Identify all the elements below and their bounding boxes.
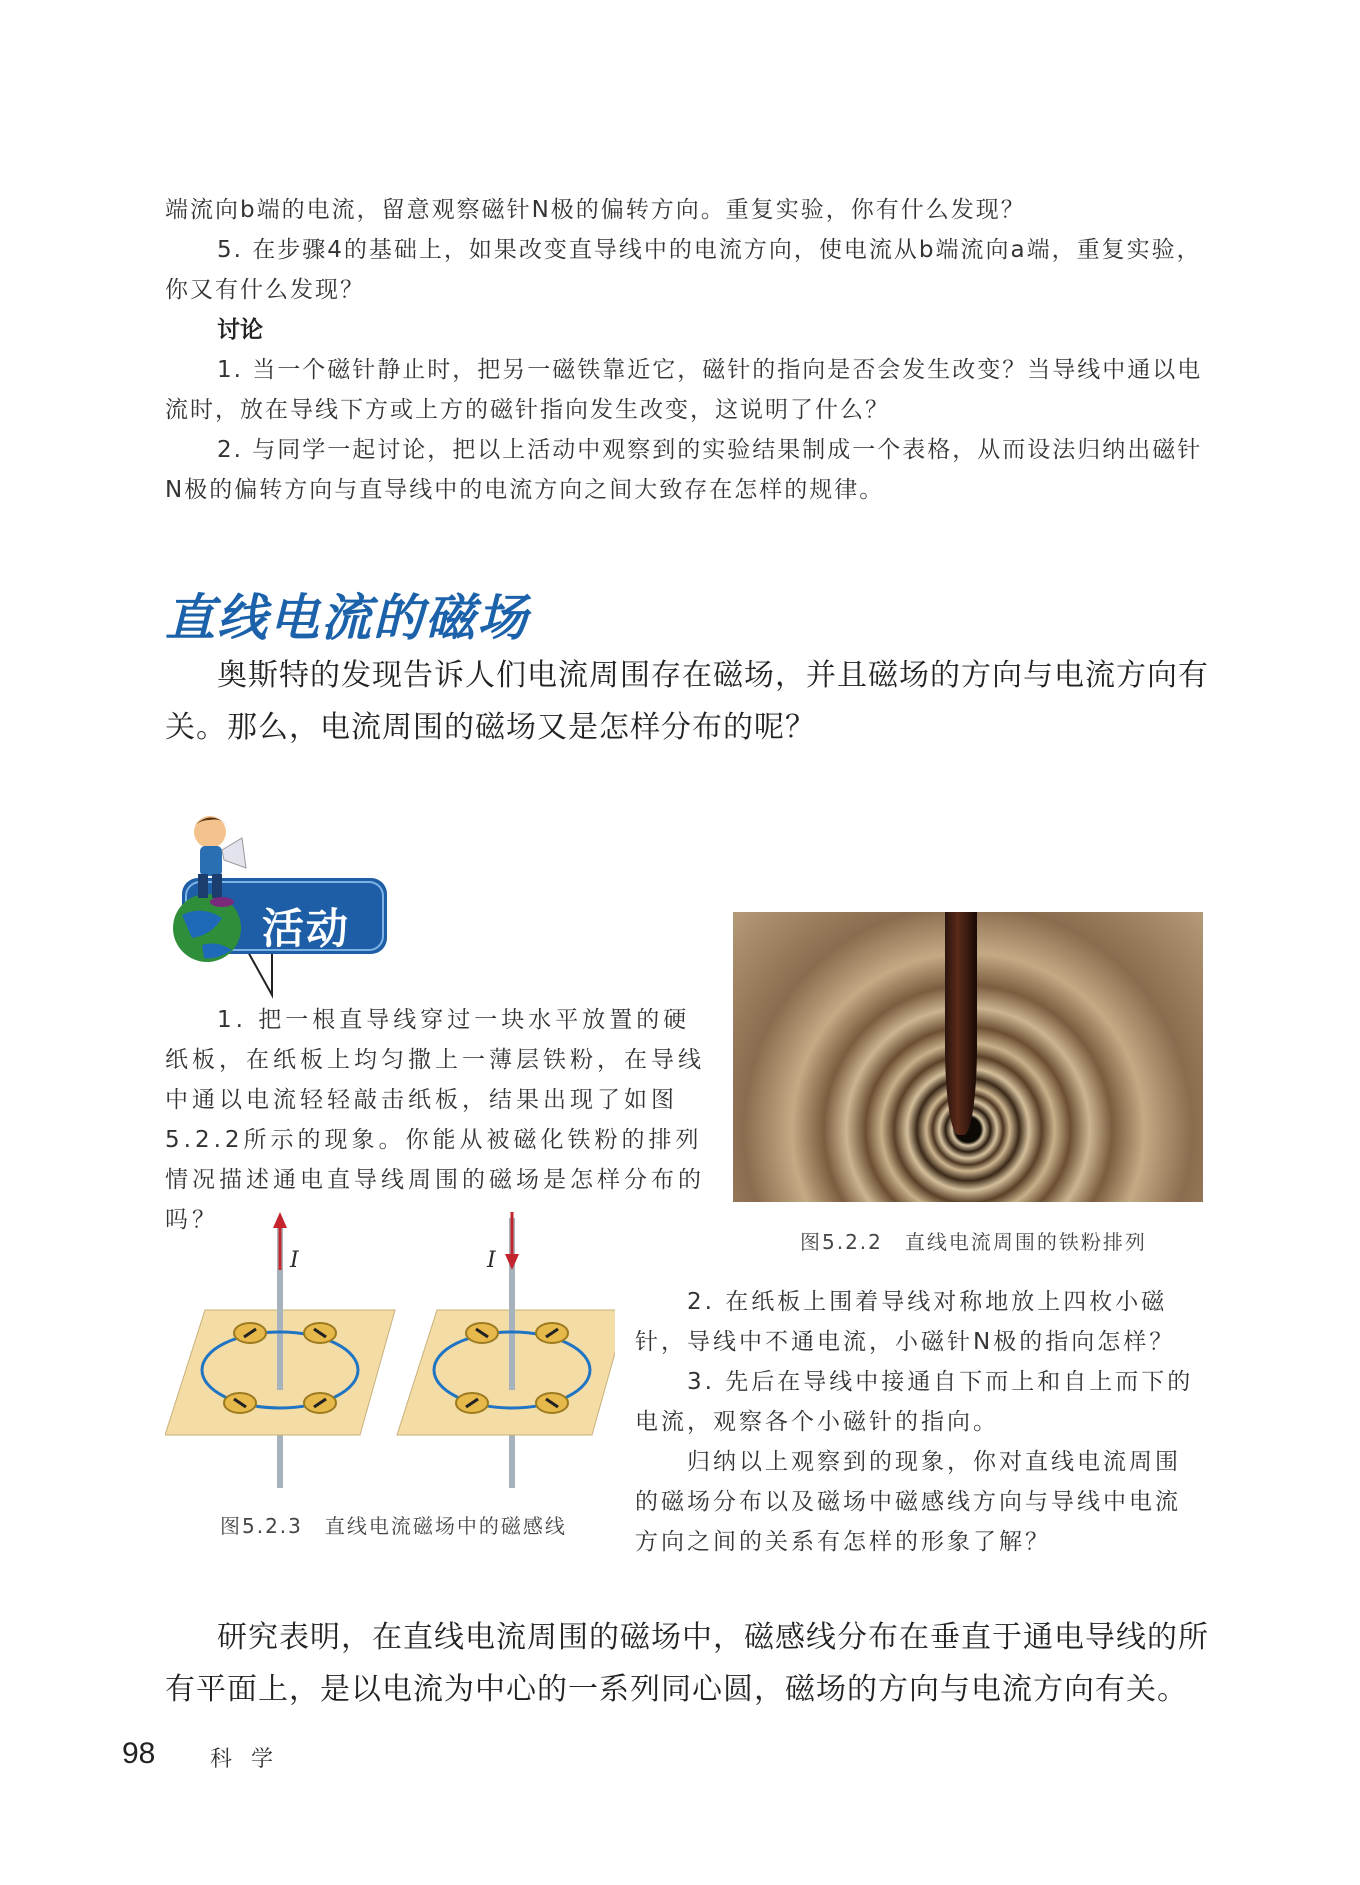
conclusion-block — [165, 1612, 1210, 1716]
paragraph-discuss-2: 2. 与同学一起讨论，把以上活动中观察到的实验结果制成一个表格，从而设法归纳出磁针N极的偏转方向与直导线中的电流方向之间大致存在怎样的规律。 — [165, 437, 1203, 503]
paragraph-discuss-1: 1. 当一个磁针静止时，把另一磁铁靠近它，磁针的指向是否会发生改变？当导线中通以电流时，放在导线下方或上方的磁针指向发生改变，这说明了什么？ — [165, 357, 1203, 423]
paragraph-activity-summary: 归纳以上观察到的现象，你对直线电流周围的磁场分布以及磁场中磁感线方向与导线中电流方向之间的关系有怎样的形象了解？ — [635, 1449, 1181, 1555]
left-board-assembly — [165, 1212, 395, 1488]
current-label-right: I — [487, 1248, 496, 1273]
figure-5-2-3-caption: 图5.2.3 直线电流磁场中的磁感线 — [220, 1514, 567, 1538]
paragraph-continuation: 端流向b端的电流，留意观察磁针N极的偏转方向。重复实验，你有什么发现？ — [165, 197, 1026, 223]
field-lines-diagram — [165, 1210, 615, 1490]
iron-filings-photo — [733, 912, 1203, 1202]
activity-badge — [162, 810, 392, 1000]
activity-badge-label: 活动 — [262, 904, 351, 953]
paragraph-conclusion: 研究表明，在直线电流周围的磁场中，磁感线分布在垂直于通电导线的所有平面上，是以电流为中心的一系列同心圆，磁场的方向与电流方向有关。 — [165, 1620, 1209, 1707]
field-lines-svg — [165, 1210, 615, 1490]
activity-steps-block — [635, 1282, 1205, 1562]
paragraph-activity-step1: 1. 把一根直导线穿过一块水平放置的硬纸板，在纸板上均匀撒上一薄层铁粉，在导线中通以电流轻轻敲击纸板，结果出现了如图5.2.2所示的现象。你能从被磁化铁粉的排列情况描述通电直导线周围的磁场是怎样分布的吗？ — [165, 1007, 705, 1233]
figure-5-2-2-caption: 图5.2.2 直线电流周围的铁粉排列 — [800, 1230, 1147, 1254]
wire-in-photo — [945, 912, 978, 1135]
paragraph-activity-step3: 3. 先后在导线中接通自下而上和自上而下的电流，观察各个小磁针的指向。 — [635, 1369, 1194, 1435]
paragraph-intro: 奥斯特的发现告诉人们电流周围存在磁场，并且磁场的方向与电流方向有关。那么，电流周围的磁场又是怎样分布的呢？ — [165, 658, 1209, 745]
page-number: 98 — [122, 1737, 156, 1770]
section-title: 直线电流的磁场 — [165, 589, 529, 647]
intro-block — [165, 650, 1210, 754]
discussion-heading: 讨论 — [217, 317, 263, 343]
subject-label: 科 学 — [210, 1747, 279, 1772]
top-section — [165, 190, 1205, 510]
current-label-left: I — [290, 1248, 299, 1273]
activity-step1-block — [165, 1000, 710, 1240]
paragraph-activity-step2: 2. 在纸板上围着导线对称地放上四枚小磁针，导线中不通电流，小磁针N极的指向怎样？ — [635, 1289, 1176, 1355]
right-board-assembly — [397, 1212, 615, 1488]
paragraph-step5: 5. 在步骤4的基础上，如果改变直导线中的电流方向，使电流从b端流向a端，重复实验，你又有什么发现？ — [165, 237, 1202, 303]
